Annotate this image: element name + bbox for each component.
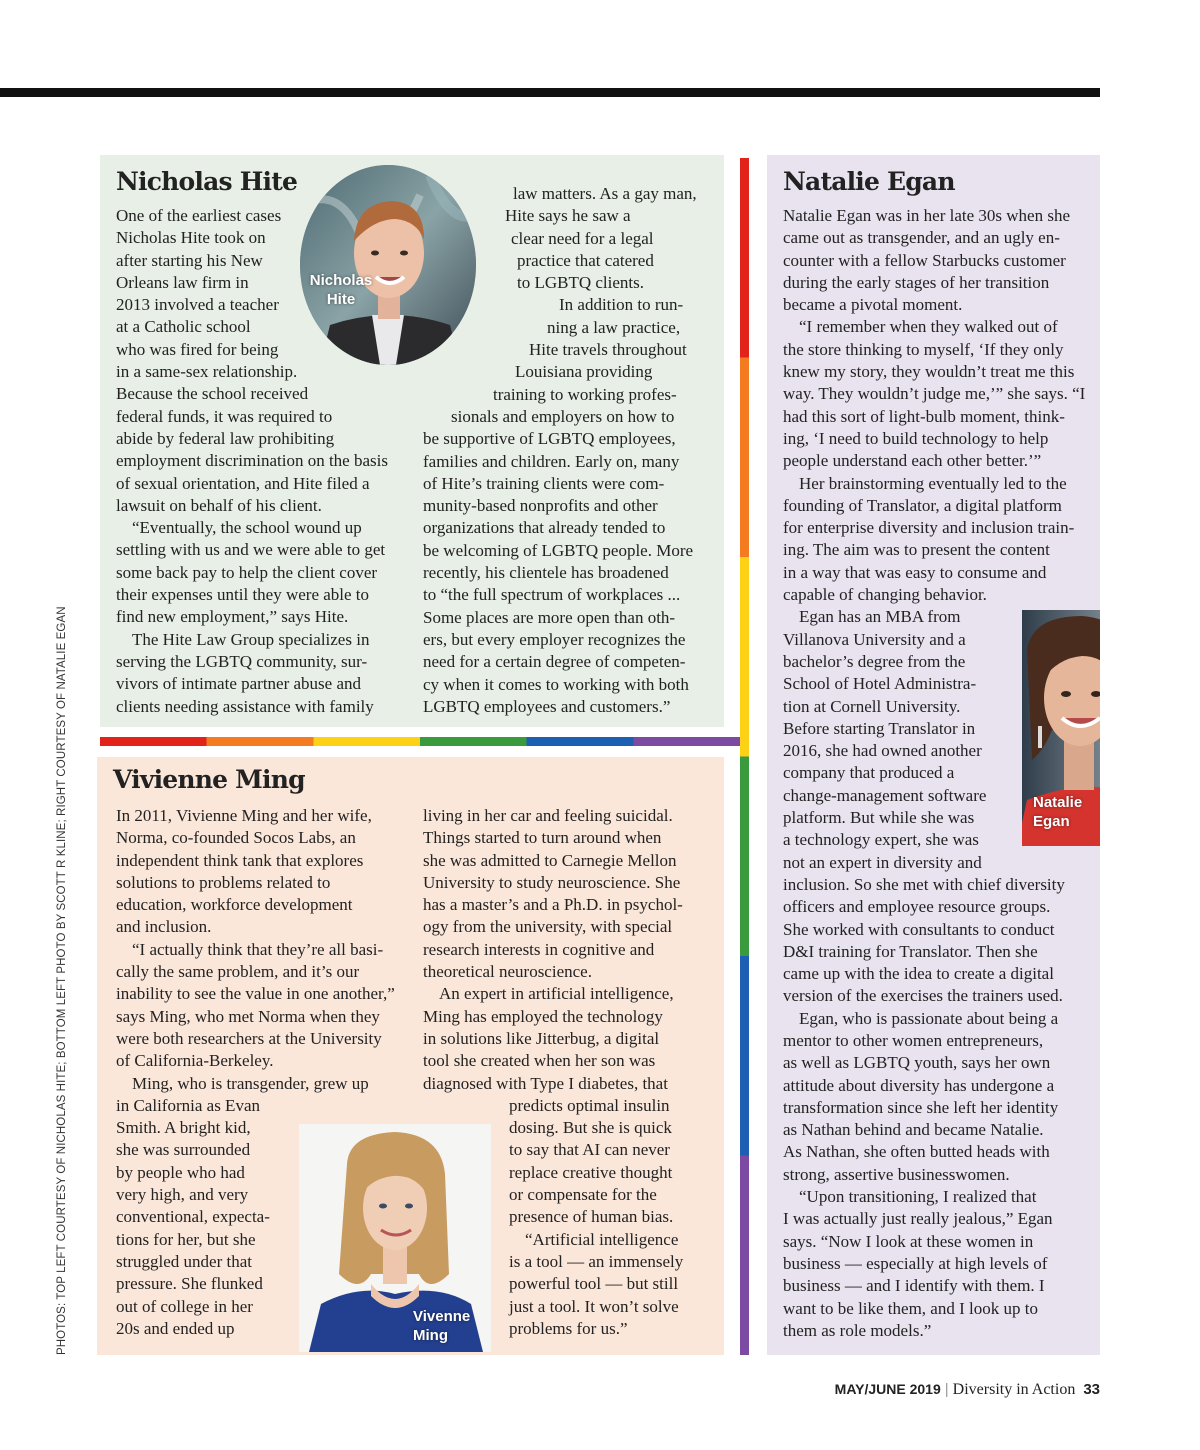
text-line: of sexual orientation, and Hite filed a bbox=[116, 473, 370, 493]
text-line: As Nathan, she often butted heads with bbox=[783, 1142, 1050, 1162]
text-line: Nicholas Hite took on bbox=[116, 228, 266, 248]
text-line: and inclusion. bbox=[116, 917, 212, 937]
text-line: platform. But while she was bbox=[783, 808, 975, 828]
text-line: Orleans law firm in bbox=[116, 272, 249, 292]
text-line: version of the exercises the trainers used. bbox=[783, 986, 1063, 1006]
text-line: business — especially at high levels of bbox=[783, 1253, 1048, 1273]
text-line: she was admitted to Carnegie Mellon bbox=[423, 850, 677, 870]
text-line: inclusion. So she met with chief diversity bbox=[783, 874, 1065, 894]
text-line: clients needing assistance with family bbox=[116, 696, 374, 716]
text-line: Smith. A bright kid, bbox=[116, 1118, 251, 1138]
text-line: struggled under that bbox=[116, 1251, 252, 1271]
text-line: 2016, she had owned another bbox=[783, 741, 982, 761]
text-line: I was actually just really jealous,” Egan bbox=[783, 1209, 1053, 1229]
text-line: change-management software bbox=[783, 785, 987, 805]
text-line: Because the school received bbox=[116, 384, 309, 404]
text-line: 20s and ended up bbox=[116, 1318, 235, 1338]
text-line: inability to see the value in one another,” bbox=[116, 984, 395, 1004]
text-line: “Upon transitioning, I realized that bbox=[799, 1187, 1037, 1207]
text-line: a technology expert, she was bbox=[783, 830, 979, 850]
text-line: “I actually think that they’re all basi- bbox=[132, 939, 384, 959]
text-line: Ming, who is transgender, grew up bbox=[132, 1073, 369, 1093]
text-line: to say that AI can never bbox=[509, 1140, 670, 1160]
text-line: after starting his New bbox=[116, 250, 263, 270]
text-line: to “the full spectrum of workplaces ... bbox=[423, 585, 681, 605]
profile-nicholas-hite bbox=[100, 155, 724, 727]
text-line: mentor to other women entrepreneurs, bbox=[783, 1030, 1044, 1050]
text-line: The Hite Law Group specializes in bbox=[132, 629, 370, 649]
text-line: people understand each other better.’” bbox=[783, 451, 1042, 471]
text-line: families and children. Early on, many bbox=[423, 451, 680, 471]
text-line: tion at Cornell University. bbox=[783, 696, 961, 716]
text-line: says. “Now I look at these women in bbox=[783, 1231, 1034, 1251]
text-line: she was surrounded bbox=[116, 1140, 251, 1160]
text-line: need for a certain degree of competen- bbox=[423, 652, 686, 672]
text-line: Some places are more open than oth- bbox=[423, 607, 676, 627]
text-line: tool she created when her son was bbox=[423, 1051, 656, 1071]
text-line: One of the earliest cases bbox=[116, 206, 282, 225]
text-line: serving the LGBTQ community, sur- bbox=[116, 651, 368, 671]
text-line: An expert in artificial intelligence, bbox=[439, 984, 674, 1004]
text-line: officers and employee resource groups. bbox=[783, 897, 1051, 917]
profile-vivienne-ming bbox=[97, 757, 724, 1355]
text-line: very high, and very bbox=[116, 1185, 249, 1205]
text-line: employment discrimination on the basis bbox=[116, 451, 388, 471]
text-line: In addition to run- bbox=[559, 295, 684, 315]
text-line: conventional, expecta- bbox=[116, 1207, 270, 1227]
text-line: came out as transgender, and an ugly en- bbox=[783, 228, 1060, 248]
nicholas-hite-photo-label: Nicholas Hite bbox=[309, 272, 373, 308]
profile-name: Nicholas Hite bbox=[116, 167, 298, 196]
text-line: independent think tank that explores bbox=[116, 850, 364, 870]
text-line: education, workforce development bbox=[116, 895, 353, 915]
text-line: law matters. As a gay man, bbox=[513, 184, 697, 203]
photo-credit: PHOTOS: TOP LEFT COURTESY OF NICHOLAS HITE; BOTTOM LEFT PHOTO BY SCOTT R KLINE; RIGHT COURTESY OF NATALIE EGAN bbox=[56, 606, 68, 1355]
text-line: has a master’s and a Ph.D. in psychol- bbox=[423, 895, 683, 915]
text-line: tions for her, but she bbox=[116, 1229, 256, 1249]
text-line: knew my story, they wouldn’t treat me this bbox=[783, 362, 1075, 382]
text-line: School of Hotel Administra- bbox=[783, 674, 977, 694]
text-line: Villanova University and a bbox=[783, 629, 966, 649]
text-line: Hite says he saw a bbox=[505, 206, 631, 226]
text-line: founding of Translator, a digital platform bbox=[783, 495, 1062, 515]
text-line: living in her car and feeling suicidal. bbox=[423, 806, 673, 825]
text-line: out of college in her bbox=[116, 1296, 253, 1316]
text-line: In 2011, Vivienne Ming and her wife, bbox=[116, 806, 372, 825]
text-line: business — and I identify with them. I bbox=[783, 1276, 1045, 1296]
text-line: just a tool. It won’t solve bbox=[509, 1296, 679, 1316]
text-line: want to be like them, and I look up to bbox=[783, 1298, 1038, 1318]
text-line: Natalie Egan was in her late 30s when she bbox=[783, 206, 1071, 225]
text-line: vivors of intimate partner abuse and bbox=[116, 674, 362, 694]
text-line: diagnosed with Type I diabetes, that bbox=[423, 1073, 668, 1093]
text-line: LGBTQ employees and customers.” bbox=[423, 696, 671, 716]
page-footer: MAY/JUNE 2019 | Diversity in Action 33 bbox=[834, 1381, 1100, 1398]
text-line: in solutions like Jitterbug, a digital bbox=[423, 1028, 660, 1048]
text-line: be supportive of LGBTQ employees, bbox=[423, 429, 676, 449]
text-line: as Nathan behind and became Natalie. bbox=[783, 1120, 1044, 1140]
natalie-egan-photo-label: Natalie Egan bbox=[1033, 794, 1083, 830]
text-line: federal funds, it was required to bbox=[116, 406, 333, 426]
text-line: Egan, who is passionate about being a bbox=[799, 1008, 1059, 1028]
text-line: in California as Evan bbox=[116, 1095, 260, 1115]
text-line: solutions to problems related to bbox=[116, 872, 331, 892]
text-line: to LGBTQ clients. bbox=[517, 273, 645, 293]
text-line: sionals and employers on how to bbox=[451, 406, 675, 426]
text-line: their expenses until they were able to bbox=[116, 585, 370, 605]
text-line: abide by federal law prohibiting bbox=[116, 428, 335, 448]
text-line: predicts optimal insulin bbox=[509, 1095, 670, 1115]
text-line: training to working profes- bbox=[493, 384, 677, 404]
text-line: for enterprise diversity and inclusion train- bbox=[783, 518, 1075, 538]
text-line: Ming has employed the technology bbox=[423, 1006, 663, 1026]
text-line: some back pay to help the client cover bbox=[116, 562, 378, 582]
text-line: powerful tool — but still bbox=[509, 1274, 679, 1294]
text-line: She worked with consultants to conduct bbox=[783, 919, 1055, 939]
text-line: D&I training for Translator. Then she bbox=[783, 941, 1038, 961]
text-line: ogy from the university, with special bbox=[423, 917, 673, 937]
text-line: be welcoming of LGBTQ people. More bbox=[423, 540, 694, 560]
text-line: or compensate for the bbox=[509, 1185, 657, 1205]
text-line: Louisiana providing bbox=[515, 362, 653, 382]
magazine-name: Diversity in Action bbox=[952, 1381, 1076, 1398]
text-line: cally the same problem, and it’s our bbox=[116, 962, 360, 982]
text-line: in a way that was easy to consume and bbox=[783, 562, 1047, 582]
text-line: Things started to turn around when bbox=[423, 828, 662, 848]
page-number: 33 bbox=[1083, 1381, 1100, 1398]
text-line: ning a law practice, bbox=[547, 317, 681, 337]
profile-name: Natalie Egan bbox=[783, 167, 955, 196]
egan-column bbox=[783, 205, 1098, 1342]
text-line: pressure. She flunked bbox=[116, 1274, 263, 1294]
text-line: company that produced a bbox=[783, 763, 955, 783]
top-rule bbox=[0, 88, 1100, 97]
text-line: organizations that already tended to bbox=[423, 518, 666, 538]
text-line: attitude about diversity has undergone a bbox=[783, 1075, 1055, 1095]
text-line: of Hite’s training clients were com- bbox=[423, 473, 665, 493]
text-line: bachelor’s degree from the bbox=[783, 651, 966, 671]
text-line: had this sort of light-bulb moment, think- bbox=[783, 406, 1065, 426]
text-line: ing, ‘I need to build technology to help bbox=[783, 428, 1049, 448]
text-line: of California-Berkeley. bbox=[116, 1051, 274, 1071]
issue-date: MAY/JUNE 2019 bbox=[834, 1381, 941, 1397]
text-line: at a Catholic school bbox=[116, 317, 251, 337]
text-line: University to study neuroscience. She bbox=[423, 872, 681, 892]
text-line: research interests in cognitive and bbox=[423, 939, 655, 959]
text-line: practice that catered bbox=[517, 250, 654, 270]
text-line: Hite travels throughout bbox=[529, 340, 687, 360]
text-line: dosing. But she is quick bbox=[509, 1118, 672, 1138]
text-line: lawsuit on behalf of his client. bbox=[116, 495, 322, 515]
text-line: as well as LGBTQ youth, says her own bbox=[783, 1053, 1051, 1073]
text-line: the store thinking to myself, ‘If they only bbox=[783, 339, 1064, 359]
profile-natalie-egan bbox=[767, 155, 1100, 1355]
text-line: “I remember when they walked out of bbox=[799, 317, 1058, 337]
ming-right-column bbox=[423, 805, 715, 1340]
text-line: Norma, co-founded Socos Labs, an bbox=[116, 828, 356, 848]
text-line: Her brainstorming eventually led to the bbox=[799, 473, 1067, 493]
text-line: during the early stages of her transition bbox=[783, 272, 1050, 292]
profile-name: Vivienne Ming bbox=[113, 765, 305, 794]
text-line: not an expert in diversity and bbox=[783, 852, 982, 872]
text-line: Before starting Translator in bbox=[783, 718, 976, 738]
text-line: by people who had bbox=[116, 1162, 245, 1182]
text-line: transformation since she left her identity bbox=[783, 1097, 1059, 1117]
text-line: Egan has an MBA from bbox=[799, 607, 961, 627]
text-line: “Artificial intelligence bbox=[525, 1229, 679, 1249]
text-line: in a same-sex relationship. bbox=[116, 362, 298, 382]
text-line: “Eventually, the school wound up bbox=[132, 518, 362, 538]
text-line: capable of changing behavior. bbox=[783, 585, 987, 605]
text-line: presence of human bias. bbox=[509, 1207, 674, 1227]
text-line: came up with the idea to create a digital bbox=[783, 964, 1054, 984]
text-line: find new employment,” says Hite. bbox=[116, 607, 349, 627]
text-line: them as role models.” bbox=[783, 1320, 932, 1340]
text-line: problems for us.” bbox=[509, 1318, 628, 1338]
ming-left-column bbox=[116, 805, 416, 1340]
text-line: munity-based nonprofits and other bbox=[423, 496, 658, 516]
text-line: way. They wouldn’t judge me,’” she says. “I bbox=[783, 384, 1086, 404]
text-line: recently, his clientele has broadened bbox=[423, 563, 669, 583]
rainbow-horizontal-rule bbox=[100, 737, 740, 746]
text-line: is a tool — an immensely bbox=[509, 1251, 684, 1271]
text-line: cy when it comes to working with both bbox=[423, 674, 689, 694]
text-line: were both researchers at the University bbox=[116, 1028, 382, 1048]
text-line: became a pivotal moment. bbox=[783, 295, 963, 315]
hite-right-column bbox=[423, 183, 713, 718]
text-line: ers, but every employer recognizes the bbox=[423, 629, 686, 649]
hite-left-column bbox=[116, 205, 416, 718]
rainbow-vertical-rule bbox=[740, 158, 749, 1355]
text-line: counter with a fellow Starbucks customer bbox=[783, 250, 1066, 270]
text-line: 2013 involved a teacher bbox=[116, 295, 279, 315]
text-line: replace creative thought bbox=[509, 1162, 673, 1182]
text-line: settling with us and we were able to get bbox=[116, 540, 386, 560]
text-line: ing. The aim was to present the content bbox=[783, 540, 1050, 560]
text-line: says Ming, who met Norma when they bbox=[116, 1006, 380, 1026]
text-line: clear need for a legal bbox=[511, 228, 654, 248]
text-line: strong, assertive businesswomen. bbox=[783, 1164, 1010, 1184]
text-line: theoretical neuroscience. bbox=[423, 962, 592, 982]
vivienne-ming-photo-label: Vivenne Ming bbox=[413, 1308, 471, 1344]
text-line: who was fired for being bbox=[116, 339, 279, 359]
